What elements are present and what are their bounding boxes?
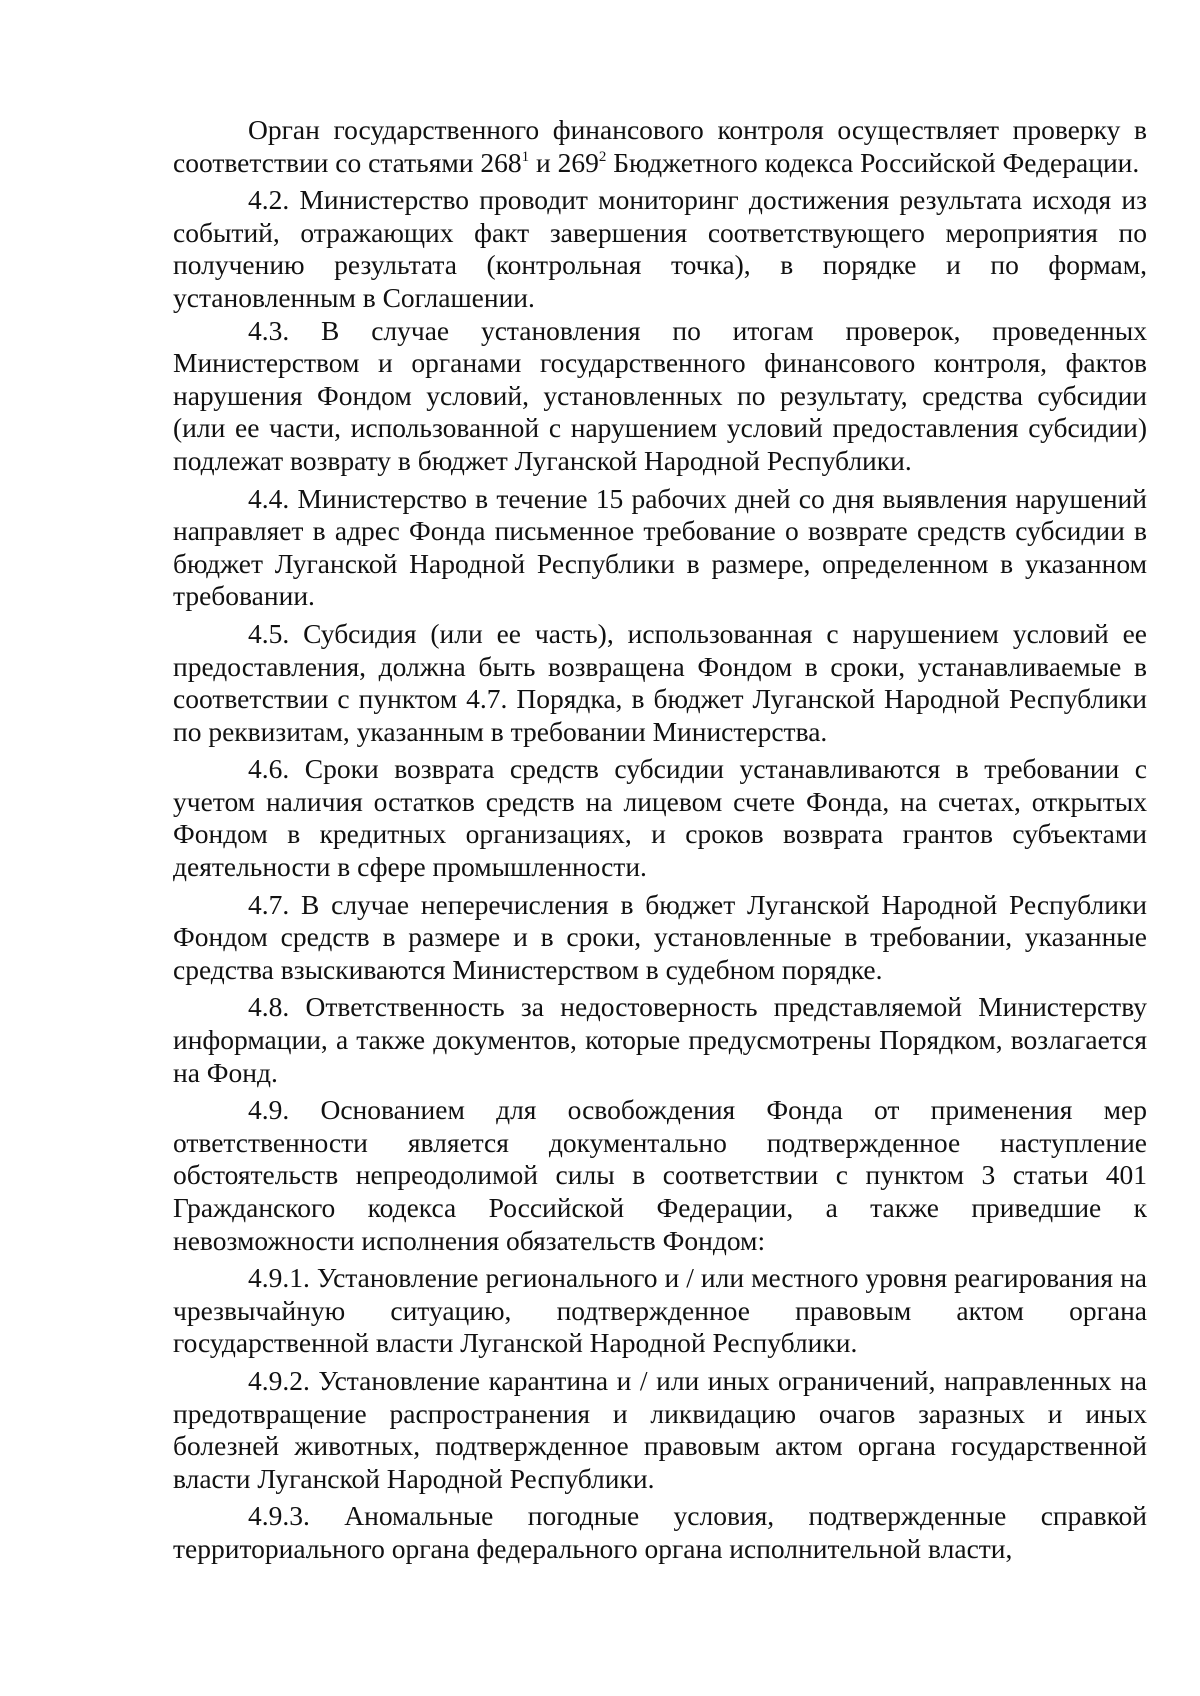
footnote-superscript-2: 2 <box>598 148 607 165</box>
paragraph-4-9-3: 4.9.3. Аномальные погодные условия, подтвержденные справкой территориального органа федерального органа исполнительной власти, <box>173 1500 1147 1564</box>
intro-text-part3: Бюджетного кодекса Российской Федерации. <box>606 146 1140 178</box>
paragraph-4-9: 4.9. Основанием для освобождения Фонда от применения мер ответственности является документально подтвержденное наступление обстоятельств непреодолимой силы в соответствии с пунктом 3 статьи 401 Гражданского кодекса Российской Федерации, а также приведшие к невозможности исполнения обязательств Фондом: <box>173 1094 1147 1256</box>
paragraph-4-7: 4.7. В случае неперечисления в бюджет Луганской Народной Республики Фондом средств в размере и в сроки, установленные в требовании, указанные средства взыскиваются Министерством в судебном порядке. <box>173 888 1147 985</box>
paragraph-4-4: 4.4. Министерство в течение 15 рабочих дней со дня выявления нарушений направляет в адрес Фонда письменное требование о возврате средств субсидии в бюджет Луганской Народной Республики в размере, определенном в указанном требовании. <box>173 482 1147 612</box>
paragraph-4-9-2: 4.9.2. Установление карантина и / или иных ограничений, направленных на предотвращение распространения и ликвидацию очагов заразных и иных болезней животных, подтвержденное правовым актом органа государственной власти Луганской Народной Республики. <box>173 1364 1147 1494</box>
paragraph-4-5: 4.5. Субсидия (или ее часть), использованная с нарушением условий ее предоставления, должна быть возвращена Фондом в сроки, устанавливаемые в соответствии с пунктом 4.7. Порядка, в бюджет Луганской Народной Республики по реквизитам, указанным в требовании Министерства. <box>173 617 1147 747</box>
paragraph-4-2: 4.2. Министерство проводит мониторинг достижения результата исходя из событий, отражающих факт завершения соответствующего мероприятия по получению результата (контрольная точка), в порядке и по формам, установленным в Соглашении. <box>173 184 1147 313</box>
paragraph-4-8: 4.8. Ответственность за недостоверность представляемой Министерству информации, а также документов, которые предусмотрены Порядком, возлагается на Фонд. <box>173 991 1147 1088</box>
footnote-superscript-1: 1 <box>521 148 530 165</box>
intro-text-part2: и 269 <box>529 146 599 178</box>
paragraph-4-6: 4.6. Сроки возврата средств субсидии устанавливаются в требовании с учетом наличия остатков средств на лицевом счете Фонда, на счетах, открытых Фондом в кредитных организациях, и сроков возврата грантов субъектами деятельности в сфере промышленности. <box>173 753 1147 883</box>
paragraph-4-3: 4.3. В случае установления по итогам проверок, проведенных Министерством и органами государственного финансового контроля, фактов нарушения Фондом условий, установленных по результату, средства субсидии (или ее части, использованной с нарушением условий предоставления субсидии) подлежат возврату в бюджет Луганской Народной Республики. <box>173 314 1147 476</box>
paragraph-intro <box>173 114 1147 179</box>
document-body <box>173 114 1147 1566</box>
paragraph-4-9-1: 4.9.1. Установление регионального и / или местного уровня реагирования на чрезвычайную ситуацию, подтвержденное правовым актом органа государственной власти Луганской Народной Республики. <box>173 1262 1147 1359</box>
intro-text-part1: Орган государственного финансового контроля осуществляет проверку в соответствии со статьями 268 <box>173 114 1147 178</box>
